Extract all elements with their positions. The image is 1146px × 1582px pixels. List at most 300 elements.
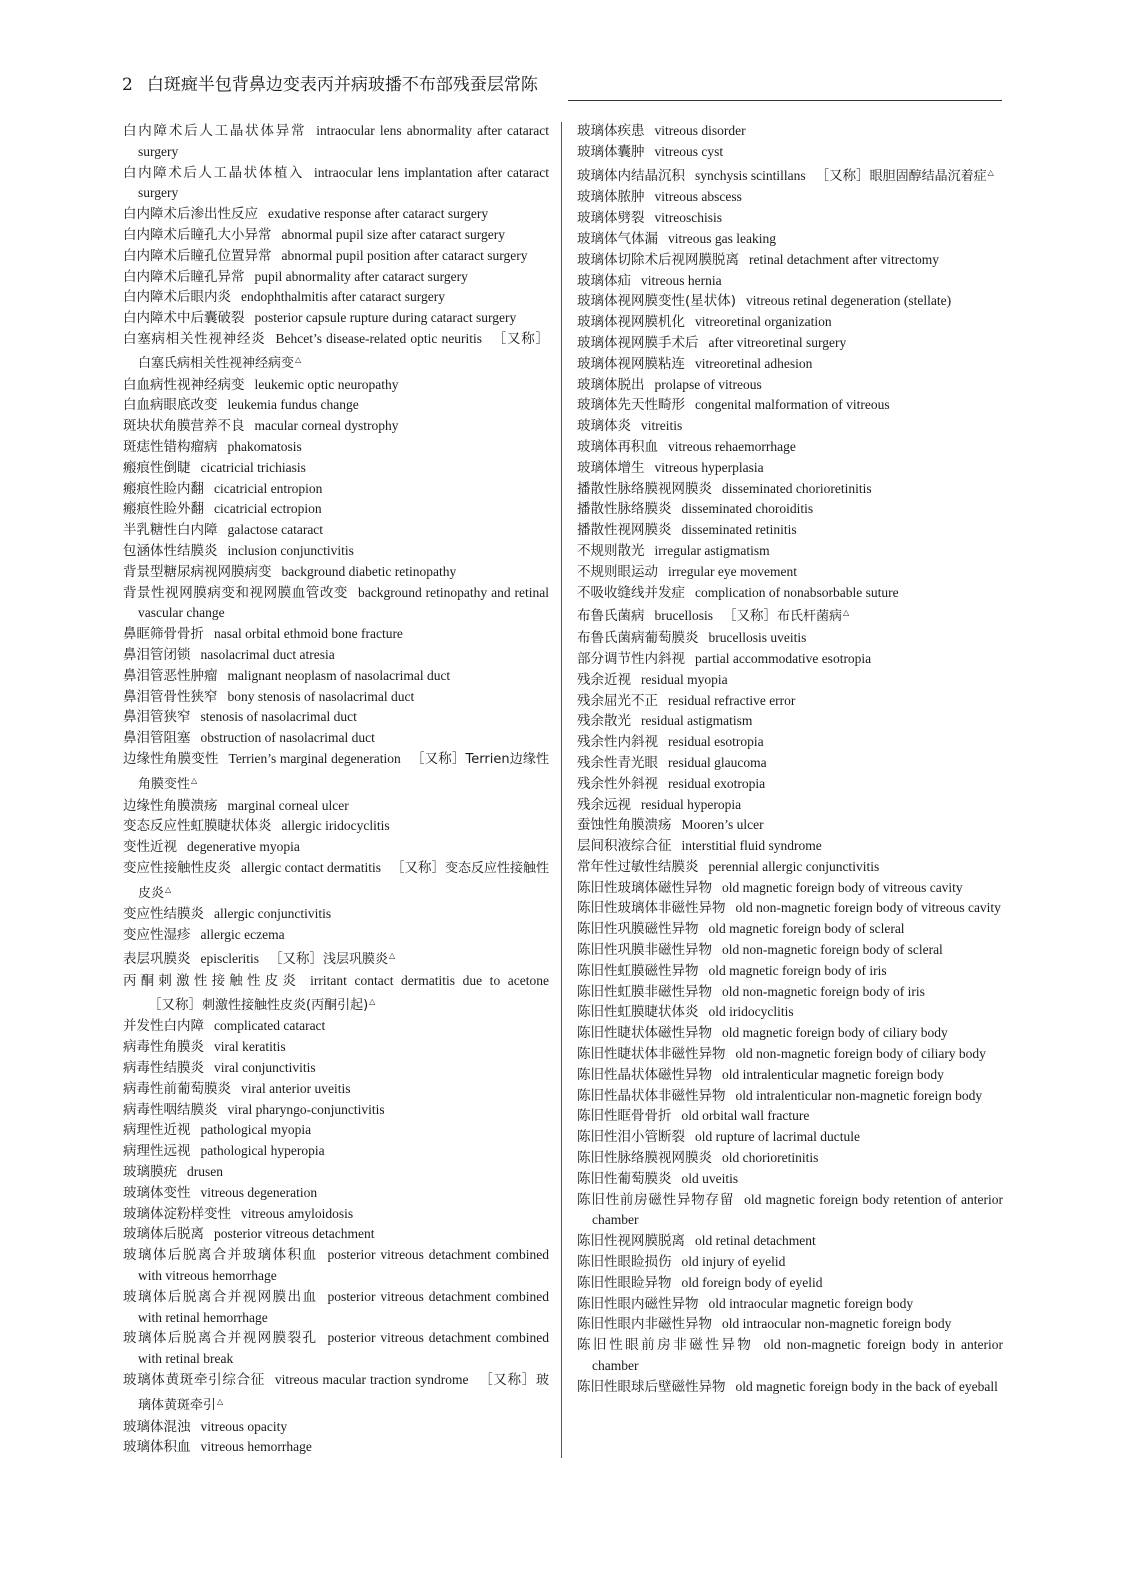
term-english: malignant neoplasm of nasolacrimal duct [227, 667, 451, 683]
term-english: background diabetic retinopathy [281, 563, 457, 579]
glossary-entry [123, 1437, 549, 1458]
term-english: irregular eye movement [668, 563, 797, 579]
term-chinese: 玻璃体内结晶沉积 [577, 167, 685, 184]
glossary-entry [123, 308, 549, 329]
term-chinese: 陈旧性睫状体磁性异物 [577, 1025, 712, 1042]
glossary-entry [577, 1314, 1003, 1335]
header-rule [568, 100, 1002, 101]
glossary-entry [577, 940, 1003, 961]
term-english: vitreoschisis [654, 210, 722, 226]
term-english: posterior vitreous detachment combined with retinal hemorrhage [138, 1288, 550, 1325]
glossary-entry [577, 208, 1003, 229]
term-english: residual glaucoma [668, 754, 767, 770]
term-chinese: 残余近视 [577, 671, 631, 688]
term-english: endophthalmitis after cataract surgery [241, 289, 446, 305]
term-chinese: 陈旧性虹膜睫状体炎 [577, 1004, 699, 1021]
term-english: vitreous rehaemorrhage [668, 438, 796, 454]
term-english: old non-magnetic foreign body of ciliary body [735, 1046, 986, 1062]
synonym-term: 眼胆固醇结晶沉着症 [869, 168, 987, 184]
term-english: vitreous hyperplasia [654, 459, 764, 475]
glossary-entry [577, 1106, 1003, 1127]
term-chinese: 陈旧性脉络膜视网膜炎 [577, 1150, 712, 1167]
term-english: cicatricial entropion [214, 480, 323, 496]
glossary-entry [577, 520, 1003, 541]
term-chinese: 背景性视网膜病变和视网膜血管改变 [123, 584, 348, 601]
glossary-entry [577, 649, 1003, 670]
glossary-entry [123, 816, 549, 837]
term-english: exudative response after cataract surgery [268, 206, 489, 222]
term-english: residual exotropia [668, 775, 766, 791]
term-chinese: 边缘性角膜变性 [123, 750, 219, 767]
term-chinese: 玻璃膜疣 [123, 1164, 177, 1181]
term-english: irregular astigmatism [654, 542, 770, 558]
term-chinese: 白内障术中后囊破裂 [123, 310, 245, 327]
right-column [577, 121, 1003, 1398]
term-english: vitreous degeneration [200, 1184, 318, 1200]
glossary-entry [123, 1204, 549, 1225]
term-chinese: 病理性远视 [123, 1143, 191, 1160]
glossary-entry [123, 1328, 549, 1370]
term-chinese: 陈旧性眶骨骨折 [577, 1108, 672, 1125]
term-english: old chorioretinitis [722, 1150, 819, 1166]
term-chinese: 播散性脉络膜视网膜炎 [577, 480, 712, 497]
term-chinese: 陈旧性虹膜磁性异物 [577, 962, 699, 979]
term-chinese: 陈旧性巩膜非磁性异物 [577, 942, 712, 959]
term-chinese: 陈旧性泪小管断裂 [577, 1129, 685, 1146]
term-chinese: 玻璃体视网膜手术后 [577, 334, 699, 351]
glossary-entry [123, 287, 549, 308]
glossary-entry [577, 1273, 1003, 1294]
term-english: inclusion conjunctivitis [227, 542, 354, 558]
term-chinese: 陈旧性前房磁性异物存留 [577, 1191, 735, 1208]
term-chinese: 蚕蚀性角膜溃疡 [577, 817, 672, 834]
glossary-entry [577, 437, 1003, 458]
glossary-entry [123, 1370, 549, 1417]
term-english: intraocular lens abnormality after cataract surgery [138, 123, 550, 159]
glossary-entry [123, 1417, 549, 1438]
term-chinese: 白内障术后瞳孔位置异常 [123, 247, 272, 264]
glossary-entry [577, 163, 1003, 188]
glossary-entry [123, 562, 549, 583]
term-chinese: 背景型糖尿病视网膜病变 [123, 563, 272, 580]
glossary-entry [577, 187, 1003, 208]
glossary-entry [123, 375, 549, 396]
triangle-mark: △ [987, 167, 994, 177]
term-chinese: 部分调节性内斜视 [577, 650, 685, 667]
term-chinese: 常年性过敏性结膜炎 [577, 858, 699, 875]
term-chinese: 陈旧性视网膜脱离 [577, 1233, 685, 1250]
term-chinese: 玻璃体视网膜变性(星状体) [577, 293, 737, 310]
glossary-entry [123, 163, 549, 205]
term-english: abnormal pupil size after cataract surgery [281, 226, 506, 242]
glossary-entry [577, 1169, 1003, 1190]
term-english: after vitreoretinal surgery [708, 334, 847, 350]
term-english: synchysis scintillans [695, 167, 806, 183]
term-english: old intraocular non-magnetic foreign body [722, 1316, 952, 1332]
term-chinese: 瘢痕性倒睫 [123, 459, 191, 476]
term-english: leukemia fundus change [227, 397, 359, 413]
term-chinese: 玻璃体炎 [577, 418, 631, 435]
term-english: retinal detachment after vitrectomy [749, 251, 940, 267]
term-english: episcleritis [200, 951, 259, 967]
glossary-entry [577, 354, 1003, 375]
term-chinese: 陈旧性眼球后壁磁性异物 [577, 1378, 726, 1395]
term-chinese: 玻璃体劈裂 [577, 210, 645, 227]
term-english: vitreous disorder [654, 123, 746, 138]
triangle-mark: △ [165, 884, 172, 894]
glossary-entry [577, 628, 1003, 649]
glossary-entry [123, 458, 549, 479]
term-english: viral conjunctivitis [214, 1060, 316, 1076]
synonym-label: ［又称］ [723, 608, 777, 624]
glossary-entry [577, 753, 1003, 774]
term-chinese: 残余性青光眼 [577, 754, 658, 771]
term-english: brucellosis [654, 608, 713, 624]
term-chinese: 玻璃体增生 [577, 459, 645, 476]
glossary-entry [123, 707, 549, 728]
term-english: old non-magnetic foreign body of scleral [722, 942, 943, 958]
term-english: old rupture of lacrimal ductule [695, 1129, 860, 1145]
glossary-entry [577, 691, 1003, 712]
glossary-entry [577, 1127, 1003, 1148]
term-english: vitreous hernia [641, 272, 722, 288]
term-english: vitreoretinal organization [695, 314, 832, 330]
glossary-entry [577, 333, 1003, 354]
glossary-entry [577, 1065, 1003, 1086]
term-english: irritant contact dermatitis due to acetone [310, 972, 549, 988]
glossary-entry [577, 458, 1003, 479]
term-english: vitreous hemorrhage [200, 1439, 312, 1455]
term-english: disseminated choroiditis [681, 501, 814, 517]
term-english: bony stenosis of nasolacrimal duct [227, 688, 415, 704]
term-english: obstruction of nasolacrimal duct [200, 730, 375, 746]
glossary-entry [123, 204, 549, 225]
glossary-entry [123, 499, 549, 520]
term-english: allergic iridocyclitis [281, 818, 390, 834]
term-english: posterior vitreous detachment combined with retinal break [138, 1330, 550, 1367]
term-chinese: 半乳糖性白内障 [123, 522, 218, 539]
term-english: residual hyperopia [641, 796, 742, 812]
term-english: old non-magnetic foreign body in anterior chamber [592, 1337, 1004, 1374]
term-english: old intralenticular magnetic foreign body [722, 1066, 944, 1082]
term-chinese: 残余性外斜视 [577, 775, 658, 792]
term-english: viral keratitis [214, 1039, 286, 1055]
term-chinese: 白内障术后瞳孔大小异常 [123, 226, 272, 243]
term-chinese: 层间积液综合征 [577, 838, 672, 855]
term-chinese: 白塞病相关性视神经炎 [123, 330, 266, 347]
glossary-entry [577, 961, 1003, 982]
glossary-entry [577, 229, 1003, 250]
term-chinese: 玻璃体混浊 [123, 1418, 191, 1435]
term-english: posterior capsule rupture during cataract surgery [254, 310, 517, 326]
glossary-entry [123, 583, 549, 625]
term-chinese: 残余屈光不正 [577, 692, 658, 709]
glossary-entry [123, 267, 549, 288]
term-chinese: 鼻泪管狭窄 [123, 709, 191, 726]
term-chinese: 变态反应性虹膜睫状体炎 [123, 818, 272, 835]
term-english: residual astigmatism [641, 713, 753, 729]
term-chinese: 陈旧性玻璃体非磁性异物 [577, 900, 726, 917]
term-chinese: 变性近视 [123, 839, 177, 856]
glossary-entry [577, 142, 1003, 163]
term-chinese: 白内障术后眼内炎 [123, 289, 231, 306]
term-chinese: 玻璃体变性 [123, 1184, 191, 1201]
glossary-entry [577, 121, 1003, 142]
glossary-entry [577, 815, 1003, 836]
term-chinese: 陈旧性眼睑损伤 [577, 1254, 672, 1271]
glossary-entry [577, 603, 1003, 628]
term-chinese: 包涵体性结膜炎 [123, 542, 218, 559]
term-chinese: 残余散光 [577, 713, 631, 730]
triangle-mark: △ [369, 996, 376, 1006]
term-english: allergic eczema [200, 927, 285, 943]
term-english: drusen [187, 1164, 223, 1180]
term-english: Terrien’s marginal degeneration [228, 750, 401, 766]
left-column [123, 121, 549, 1458]
term-english: old foreign body of eyelid [681, 1274, 823, 1290]
term-english: partial accommodative esotropia [695, 650, 872, 666]
glossary-entry [577, 1023, 1003, 1044]
term-chinese: 玻璃体先天性畸形 [577, 397, 685, 414]
term-chinese: 白内障术后人工晶状体异常 [123, 123, 307, 139]
glossary-entry [123, 666, 549, 687]
term-chinese: 白内障术后渗出性反应 [123, 206, 258, 223]
glossary-entry [123, 749, 549, 796]
synonym-label: ［又称］ [148, 996, 202, 1012]
synonym-label: ［又称］ [268, 951, 323, 967]
glossary-entry [123, 925, 549, 946]
term-english: vitreoretinal adhesion [695, 355, 813, 371]
term-english: pupil abnormality after cataract surgery [254, 268, 468, 284]
term-english: phakomatosis [227, 438, 302, 454]
term-chinese: 玻璃体切除术后视网膜脱离 [577, 251, 739, 268]
glossary-entry [123, 1058, 549, 1079]
glossary-entry [123, 645, 549, 666]
term-english: old injury of eyelid [681, 1254, 786, 1270]
glossary-entry [577, 836, 1003, 857]
glossary-entry [577, 1294, 1003, 1315]
term-english: old intralenticular non-magnetic foreign body [735, 1087, 983, 1103]
synonym-term: 变态反应性接触性皮炎 [138, 860, 549, 901]
term-chinese: 病理性近视 [123, 1122, 191, 1139]
term-chinese: 玻璃体后脱离合并玻璃体积血 [123, 1247, 318, 1264]
term-chinese: 玻璃体囊肿 [577, 143, 645, 160]
glossary-entry [577, 271, 1003, 292]
term-chinese: 玻璃体黄斑牵引综合征 [123, 1372, 265, 1389]
synonym-label: ［又称］ [478, 1372, 536, 1388]
triangle-mark: △ [217, 1396, 224, 1406]
term-english: vitreous cyst [654, 143, 724, 159]
term-english: posterior vitreous detachment [214, 1226, 375, 1242]
synonym-label: ［又称］ [492, 330, 550, 346]
glossary-entry [123, 225, 549, 246]
glossary-entry [577, 395, 1003, 416]
glossary-entry [577, 898, 1003, 919]
term-chinese: 玻璃体后脱离合并视网膜裂孔 [123, 1330, 318, 1347]
glossary-entry [577, 1231, 1003, 1252]
term-english: marginal corneal ulcer [227, 797, 349, 813]
term-chinese: 玻璃体视网膜粘连 [577, 355, 685, 372]
glossary-entry [123, 329, 549, 375]
term-chinese: 斑痣性错构瘤病 [123, 438, 218, 455]
glossary-entry [123, 395, 549, 416]
glossary-entry [577, 1190, 1003, 1232]
synonym-label: ［又称］ [410, 750, 466, 766]
glossary-entry [577, 250, 1003, 271]
term-chinese: 鼻泪管闭锁 [123, 646, 191, 663]
glossary-entry [123, 796, 549, 817]
term-chinese: 陈旧性眼内非磁性异物 [577, 1316, 712, 1333]
glossary-entry [577, 1002, 1003, 1023]
running-title: 白斑癍半包背鼻边变表丙并病玻播不布部残蚕层常陈 [146, 75, 538, 95]
term-chinese: 陈旧性葡萄膜炎 [577, 1170, 672, 1187]
glossary-entry [123, 1100, 549, 1121]
term-english: old iridocyclitis [708, 1004, 794, 1020]
glossary-entry [123, 1120, 549, 1141]
synonym-term: 白塞氏病相关性视神经病变 [138, 355, 295, 371]
term-chinese: 玻璃体脓肿 [577, 189, 645, 206]
term-english: old uveitis [681, 1170, 739, 1186]
term-english: abnormal pupil position after cataract surgery [281, 247, 528, 263]
term-chinese: 陈旧性眼前房非磁性异物 [577, 1337, 754, 1354]
term-chinese: 陈旧性虹膜非磁性异物 [577, 983, 712, 1000]
glossary-entry [577, 375, 1003, 396]
term-chinese: 鼻泪管阻塞 [123, 730, 191, 747]
term-english: macular corneal dystrophy [254, 418, 399, 434]
term-chinese: 陈旧性眼睑异物 [577, 1274, 672, 1291]
term-chinese: 布鲁氏菌病 [577, 608, 645, 625]
triangle-mark: △ [191, 775, 198, 785]
glossary-entry [123, 904, 549, 925]
term-chinese: 玻璃体气体漏 [577, 230, 658, 247]
term-english: vitreous gas leaking [668, 230, 776, 246]
glossary-entry [577, 982, 1003, 1003]
glossary-entry [577, 774, 1003, 795]
synonym-term: Terrien边缘性角膜变性 [138, 751, 550, 792]
term-english: cicatricial trichiasis [200, 459, 306, 475]
term-chinese: 瘢痕性睑内翻 [123, 480, 204, 497]
glossary-entry [123, 1162, 549, 1183]
glossary-entry [123, 416, 549, 437]
term-chinese: 病毒性结膜炎 [123, 1060, 204, 1077]
term-chinese: 陈旧性巩膜磁性异物 [577, 921, 699, 938]
term-chinese: 玻璃体淀粉样变性 [123, 1205, 231, 1222]
glossary-entry [577, 541, 1003, 562]
term-english: old intraocular magnetic foreign body [708, 1295, 914, 1311]
term-chinese: 白内障术后人工晶状体植入 [123, 164, 305, 181]
column-divider [561, 122, 562, 1458]
term-english: old non-magnetic foreign body of vitreous cavity [735, 900, 1001, 916]
term-english: interstitial fluid syndrome [681, 838, 822, 854]
term-english: degenerative myopia [187, 839, 300, 855]
glossary-entry [577, 670, 1003, 691]
glossary-entry [123, 1141, 549, 1162]
term-chinese: 边缘性角膜溃疡 [123, 797, 218, 814]
term-english: viral anterior uveitis [241, 1080, 351, 1096]
glossary-entry [577, 1044, 1003, 1065]
term-english: allergic conjunctivitis [214, 906, 332, 922]
term-english: residual refractive error [668, 692, 796, 708]
term-english: disseminated retinitis [681, 522, 797, 538]
term-english: vitreous retinal degeneration (stellate) [746, 293, 952, 309]
triangle-mark: △ [389, 951, 396, 961]
term-english: residual myopia [641, 671, 728, 687]
term-english: prolapse of vitreous [654, 376, 762, 392]
term-chinese: 不规则眼运动 [577, 563, 658, 580]
term-english: vitreous amyloidosis [241, 1205, 354, 1221]
glossary-entry [577, 878, 1003, 899]
term-chinese: 变应性结膜炎 [123, 906, 204, 923]
term-english: vitreitis [641, 418, 683, 434]
term-english: old orbital wall fracture [681, 1108, 810, 1124]
term-english: stenosis of nasolacrimal duct [200, 709, 357, 725]
glossary-entry [577, 1252, 1003, 1273]
page-number: 2 [122, 75, 133, 95]
term-english: disseminated chorioretinitis [722, 480, 872, 496]
term-english: old magnetic foreign body of iris [708, 962, 887, 978]
term-chinese: 丙酮刺激性接触性皮炎 [123, 972, 301, 989]
term-chinese: 白血病眼底改变 [123, 397, 218, 414]
term-chinese: 瘢痕性睑外翻 [123, 501, 204, 518]
glossary-entry [577, 1335, 1003, 1377]
term-chinese: 表层巩膜炎 [123, 951, 191, 968]
term-english: residual esotropia [668, 734, 764, 750]
glossary-entry [123, 1079, 549, 1100]
triangle-mark: △ [295, 354, 302, 364]
term-chinese: 变应性湿疹 [123, 927, 191, 944]
term-chinese: 白血病性视神经病变 [123, 376, 245, 393]
term-english: old magnetic foreign body in the back of eyeball [735, 1378, 998, 1394]
term-chinese: 残余性内斜视 [577, 734, 658, 751]
term-english: old magnetic foreign body retention of anterior chamber [592, 1191, 1003, 1228]
term-chinese: 玻璃体后脱离合并视网膜出血 [123, 1288, 318, 1305]
synonym-label: ［又称］ [390, 859, 445, 875]
synonym-term: 浅层巩膜炎 [322, 952, 388, 968]
term-chinese: 鼻泪管恶性肿瘤 [123, 667, 218, 684]
term-chinese: 病毒性角膜炎 [123, 1039, 204, 1056]
term-english: pathological myopia [200, 1122, 312, 1138]
term-english: old magnetic foreign body of scleral [708, 921, 905, 937]
term-english: old magnetic foreign body of vitreous cavity [722, 879, 963, 895]
term-english: Mooren’s ulcer [681, 817, 764, 833]
term-english: allergic contact dermatitis [241, 859, 381, 875]
glossary-entry [577, 416, 1003, 437]
term-english: background retinopathy and retinal vascular change [138, 584, 549, 621]
term-chinese: 斑块状角膜营养不良 [123, 418, 245, 435]
glossary-entry [123, 1183, 549, 1204]
glossary-entry [577, 291, 1003, 312]
glossary-entry [577, 795, 1003, 816]
term-english: vitreous macular traction syndrome [274, 1372, 469, 1388]
glossary-entry [123, 858, 549, 905]
term-chinese: 不规则散光 [577, 542, 645, 559]
term-english: intraocular lens implantation after cataract surgery [138, 164, 550, 201]
term-english: nasolacrimal duct atresia [200, 646, 335, 662]
page-header [122, 74, 1002, 96]
term-chinese: 玻璃体疾患 [577, 123, 645, 139]
term-chinese: 病毒性咽结膜炎 [123, 1101, 218, 1118]
term-chinese: 播散性脉络膜炎 [577, 501, 672, 518]
term-english: perennial allergic conjunctivitis [708, 858, 880, 874]
synonym-term: 玻璃体黄斑牵引 [138, 1373, 550, 1413]
glossary-entry [123, 728, 549, 749]
glossary-entry [123, 246, 549, 267]
synonym-label: ［又称］ [815, 167, 870, 183]
term-english: nasal orbital ethmoid bone fracture [214, 626, 403, 642]
synonym-term: 布氏杆菌病 [777, 609, 843, 625]
term-english: Behcet’s disease-related optic neuritis [275, 330, 483, 346]
glossary-entry [123, 1245, 549, 1287]
